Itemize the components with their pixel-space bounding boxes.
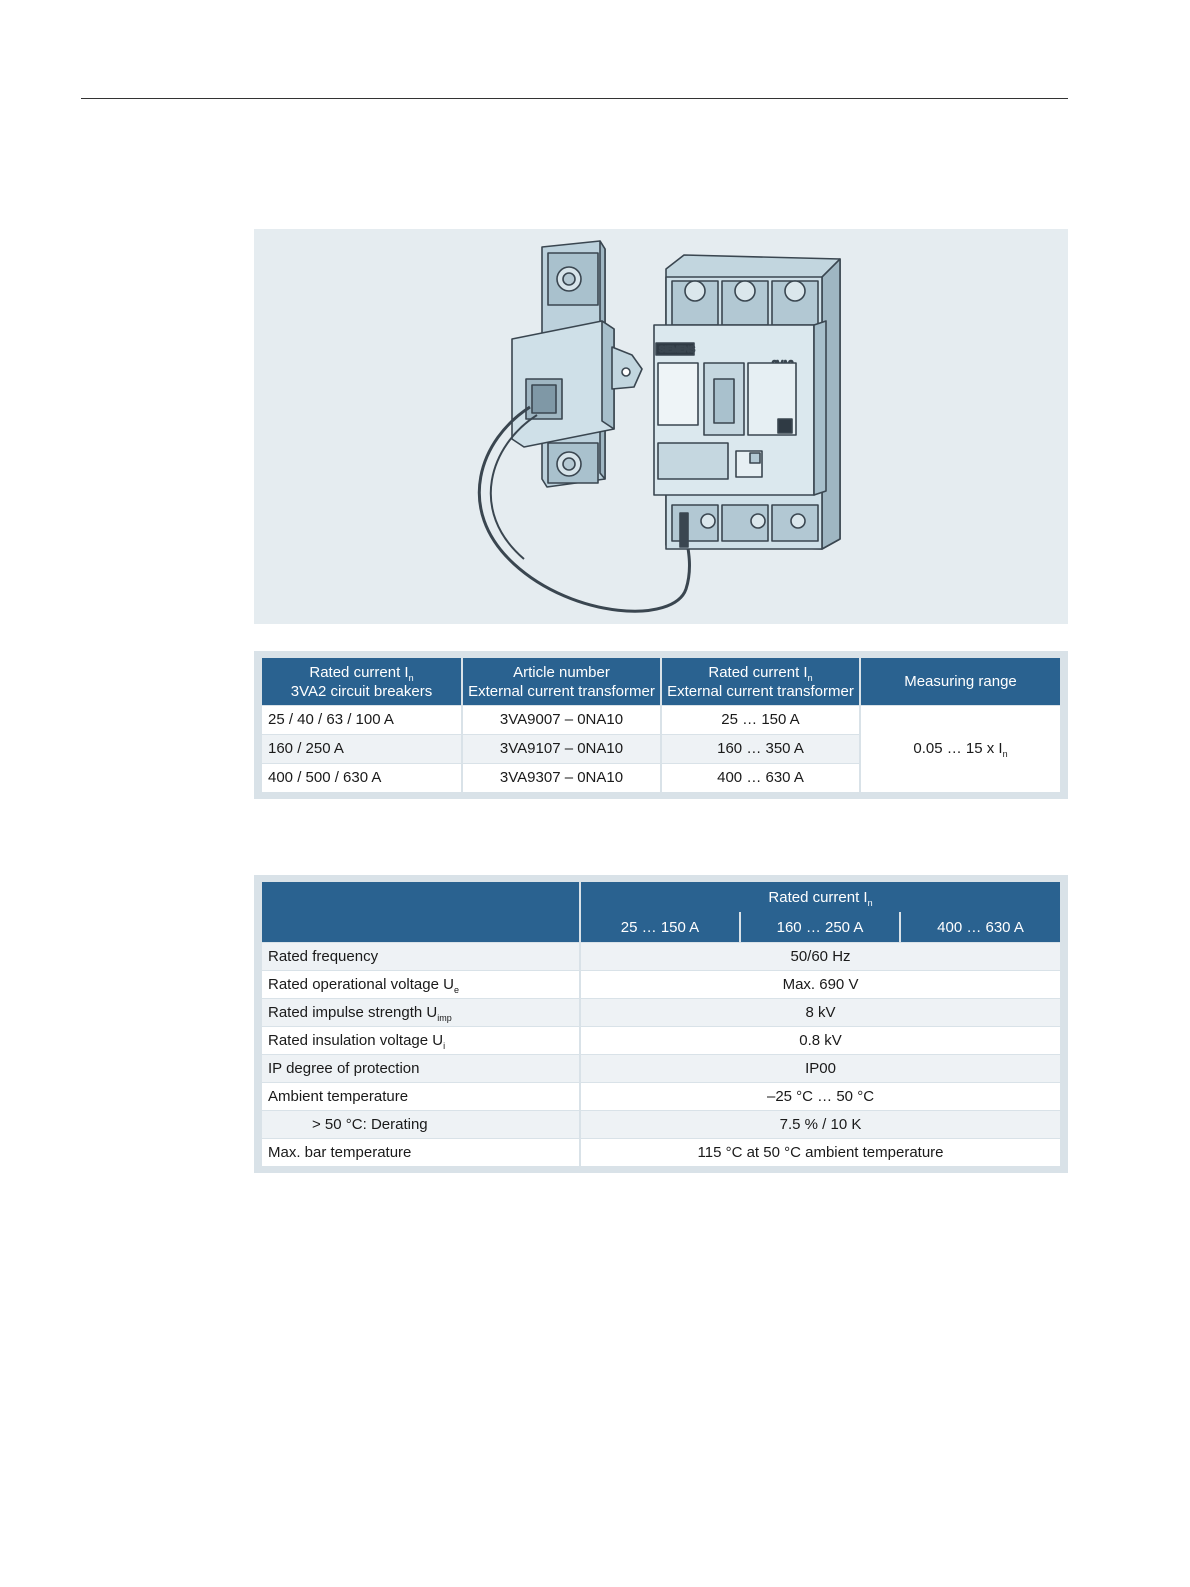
row-label: Rated insulation voltage $U_i$ (262, 1027, 580, 1055)
table-row (262, 971, 1060, 999)
table-row (262, 1027, 1060, 1055)
header-rated-current: Rated current $I_n$ (580, 882, 1060, 912)
breaker-rating: 25 / 40 / 63 / 100 A (262, 706, 462, 735)
header-rated-current-breakers: Rated current $I_n$ 3VA2 circuit breakers (262, 658, 462, 706)
row-value: 7.5 % / 10 K (580, 1111, 1060, 1139)
external-current-transformer (512, 241, 642, 487)
ct-rated-current: 25 … 150 A (661, 706, 860, 735)
row-label: Rated operational voltage $U_e$ (262, 971, 580, 999)
table-row (262, 1139, 1060, 1167)
table-row (262, 1083, 1060, 1111)
header-rule (81, 98, 1068, 99)
circuit-breaker-3va2 (654, 255, 840, 549)
breaker-and-transformer-drawing (254, 229, 1068, 624)
row-value: –25 °C … 50 °C (580, 1083, 1060, 1111)
row-label: Ambient temperature (262, 1083, 580, 1111)
measuring-range-value: 0.05 … 15 x $I_n$ (860, 706, 1060, 793)
article-number: 3VA9007 – 0NA10 (462, 706, 661, 735)
row-label: Rated impulse strength $U_{imp}$ (262, 999, 580, 1027)
row-label: > 50 °C: Derating (262, 1111, 580, 1139)
header-range-2: 160 … 250 A (740, 912, 900, 943)
header-range-3: 400 … 630 A (900, 912, 1060, 943)
row-value: 8 kV (580, 999, 1060, 1027)
row-label: IP degree of protection (262, 1055, 580, 1083)
brand-label: SIEMENS (659, 345, 696, 354)
row-value: 50/60 Hz (580, 943, 1060, 971)
table-row (262, 1111, 1060, 1139)
header-range-1: 25 … 150 A (580, 912, 740, 943)
article-number: 3VA9307 – 0NA10 (462, 764, 661, 793)
row-value: Max. 690 V (580, 971, 1060, 999)
table-row (262, 943, 1060, 971)
technical-data-table (254, 875, 1068, 1173)
breaker-rating: 400 / 500 / 630 A (262, 764, 462, 793)
row-value: 115 °C at 50 °C ambient temperature (580, 1139, 1060, 1167)
product-illustration (254, 229, 1068, 624)
article-number: 3VA9107 – 0NA10 (462, 735, 661, 764)
row-value: IP00 (580, 1055, 1060, 1083)
ordering-table (254, 651, 1068, 799)
breaker-rating: 160 / 250 A (262, 735, 462, 764)
ct-rated-current: 160 … 350 A (661, 735, 860, 764)
header-measuring-range: Measuring range (860, 658, 1060, 706)
header-article-number: Article number External current transformer (462, 658, 661, 706)
header-corner (262, 882, 580, 943)
table-row (262, 999, 1060, 1027)
row-value: 0.8 kV (580, 1027, 1060, 1055)
table-row (262, 1055, 1060, 1083)
row-label: Max. bar temperature (262, 1139, 580, 1167)
ct-rated-current: 400 … 630 A (661, 764, 860, 793)
table-row (262, 706, 1060, 735)
row-label: Rated frequency (262, 943, 580, 971)
header-rated-current-ct: Rated current $I_n$ External current transformer (661, 658, 860, 706)
